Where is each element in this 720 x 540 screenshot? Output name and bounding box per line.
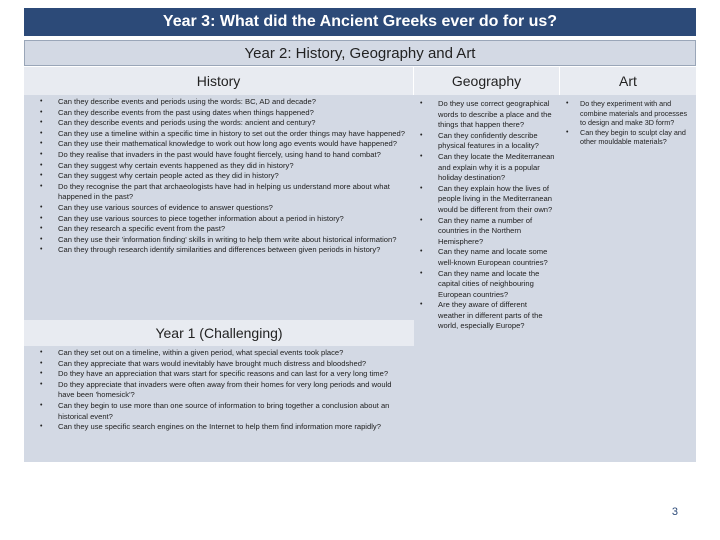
list-item: • Can they research a specific event from the past? bbox=[58, 224, 406, 235]
list-item: • Can they name and locate some well-known European countries? bbox=[438, 247, 556, 268]
list-item: • Can they describe events and periods using the words: ancient and century? bbox=[58, 118, 406, 129]
list-item: • Do they recognise the part that archaeologists have had in helping us understand more about what happened in the past? bbox=[58, 182, 406, 203]
history-list bbox=[34, 97, 406, 256]
list-item: • Can they appreciate that wars would inevitably have brought much distress and bloodshed? bbox=[58, 359, 406, 370]
year1-column bbox=[24, 346, 414, 462]
list-item: • Can they suggest why certain people acted as they did in history? bbox=[58, 171, 406, 182]
list-item: • Can they locate the Mediterranean and explain why it is a popular holiday destination? bbox=[438, 152, 556, 184]
list-item: • Can they begin to sculpt clay and other mouldable materials? bbox=[580, 128, 692, 147]
list-item: • Can they set out on a timeline, within a given period, what special events took place? bbox=[58, 348, 406, 359]
list-item: • Can they use their mathematical knowledge to work out how long ago events would have happened? bbox=[58, 139, 406, 150]
list-item: • Can they name and locate the capital cities of neighbouring European countries? bbox=[438, 269, 556, 301]
list-item: • Can they name a number of countries in the Northern Hemisphere? bbox=[438, 216, 556, 248]
list-item: • Can they use their 'information finding' skills in writing to help them write about historical information? bbox=[58, 235, 406, 246]
year1-heading: Year 1 (Challenging) bbox=[24, 320, 414, 346]
art-column bbox=[560, 95, 696, 462]
year2-heading: Year 2: History, Geography and Art bbox=[24, 40, 696, 66]
list-item: • Can they use various sources of evidence to answer questions? bbox=[58, 203, 406, 214]
art-list bbox=[560, 99, 692, 147]
list-item: • Do they have an appreciation that wars start for specific reasons and can last for a very long time? bbox=[58, 369, 406, 380]
list-item: • Can they begin to use more than one source of information to bring together a conclusion about an historical event? bbox=[58, 401, 406, 422]
list-item: • Are they aware of different weather in different parts of the world, especially Europe? bbox=[438, 300, 556, 332]
list-item: • Can they describe events and periods using the words: BC, AD and decade? bbox=[58, 97, 406, 108]
page-number: 3 bbox=[671, 506, 678, 518]
slide-title: Year 3: What did the Ancient Greeks ever do for us? bbox=[24, 8, 696, 36]
history-column bbox=[24, 95, 414, 320]
geography-list bbox=[414, 99, 556, 332]
list-item: • Do they appreciate that invaders were often away from their homes for very long periods and would have been 'homesick'? bbox=[58, 380, 406, 401]
list-item: • Can they through research identify similarities and differences between given periods in history? bbox=[58, 245, 406, 256]
list-item: • Can they explain how the lives of people living in the Mediterranean would be different from their own? bbox=[438, 184, 556, 216]
year1-list bbox=[34, 348, 406, 433]
list-item: • Can they confidently describe physical features in a locality? bbox=[438, 131, 556, 152]
list-item: • Can they use a timeline within a specific time in history to set out the order things may have happened? bbox=[58, 129, 406, 140]
list-item: • Can they suggest why certain events happened as they did in history? bbox=[58, 161, 406, 172]
list-item: • Can they describe events from the past using dates when things happened? bbox=[58, 108, 406, 119]
list-item: • Can they use various sources to piece together information about a period in history? bbox=[58, 214, 406, 225]
history-header: History bbox=[24, 67, 414, 95]
art-header: Art bbox=[560, 67, 696, 95]
geography-column bbox=[414, 95, 560, 462]
list-item: • Can they use specific search engines on the Internet to help them find information more rapidly? bbox=[58, 422, 406, 433]
geography-header: Geography bbox=[414, 67, 560, 95]
list-item: • Do they realise that invaders in the past would have fought fiercely, using hand to hand combat? bbox=[58, 150, 406, 161]
list-item: • Do they use correct geographical words to describe a place and the things that happen there? bbox=[438, 99, 556, 131]
list-item: • Do they experiment with and combine materials and processes to design and make 3D form? bbox=[580, 99, 692, 128]
